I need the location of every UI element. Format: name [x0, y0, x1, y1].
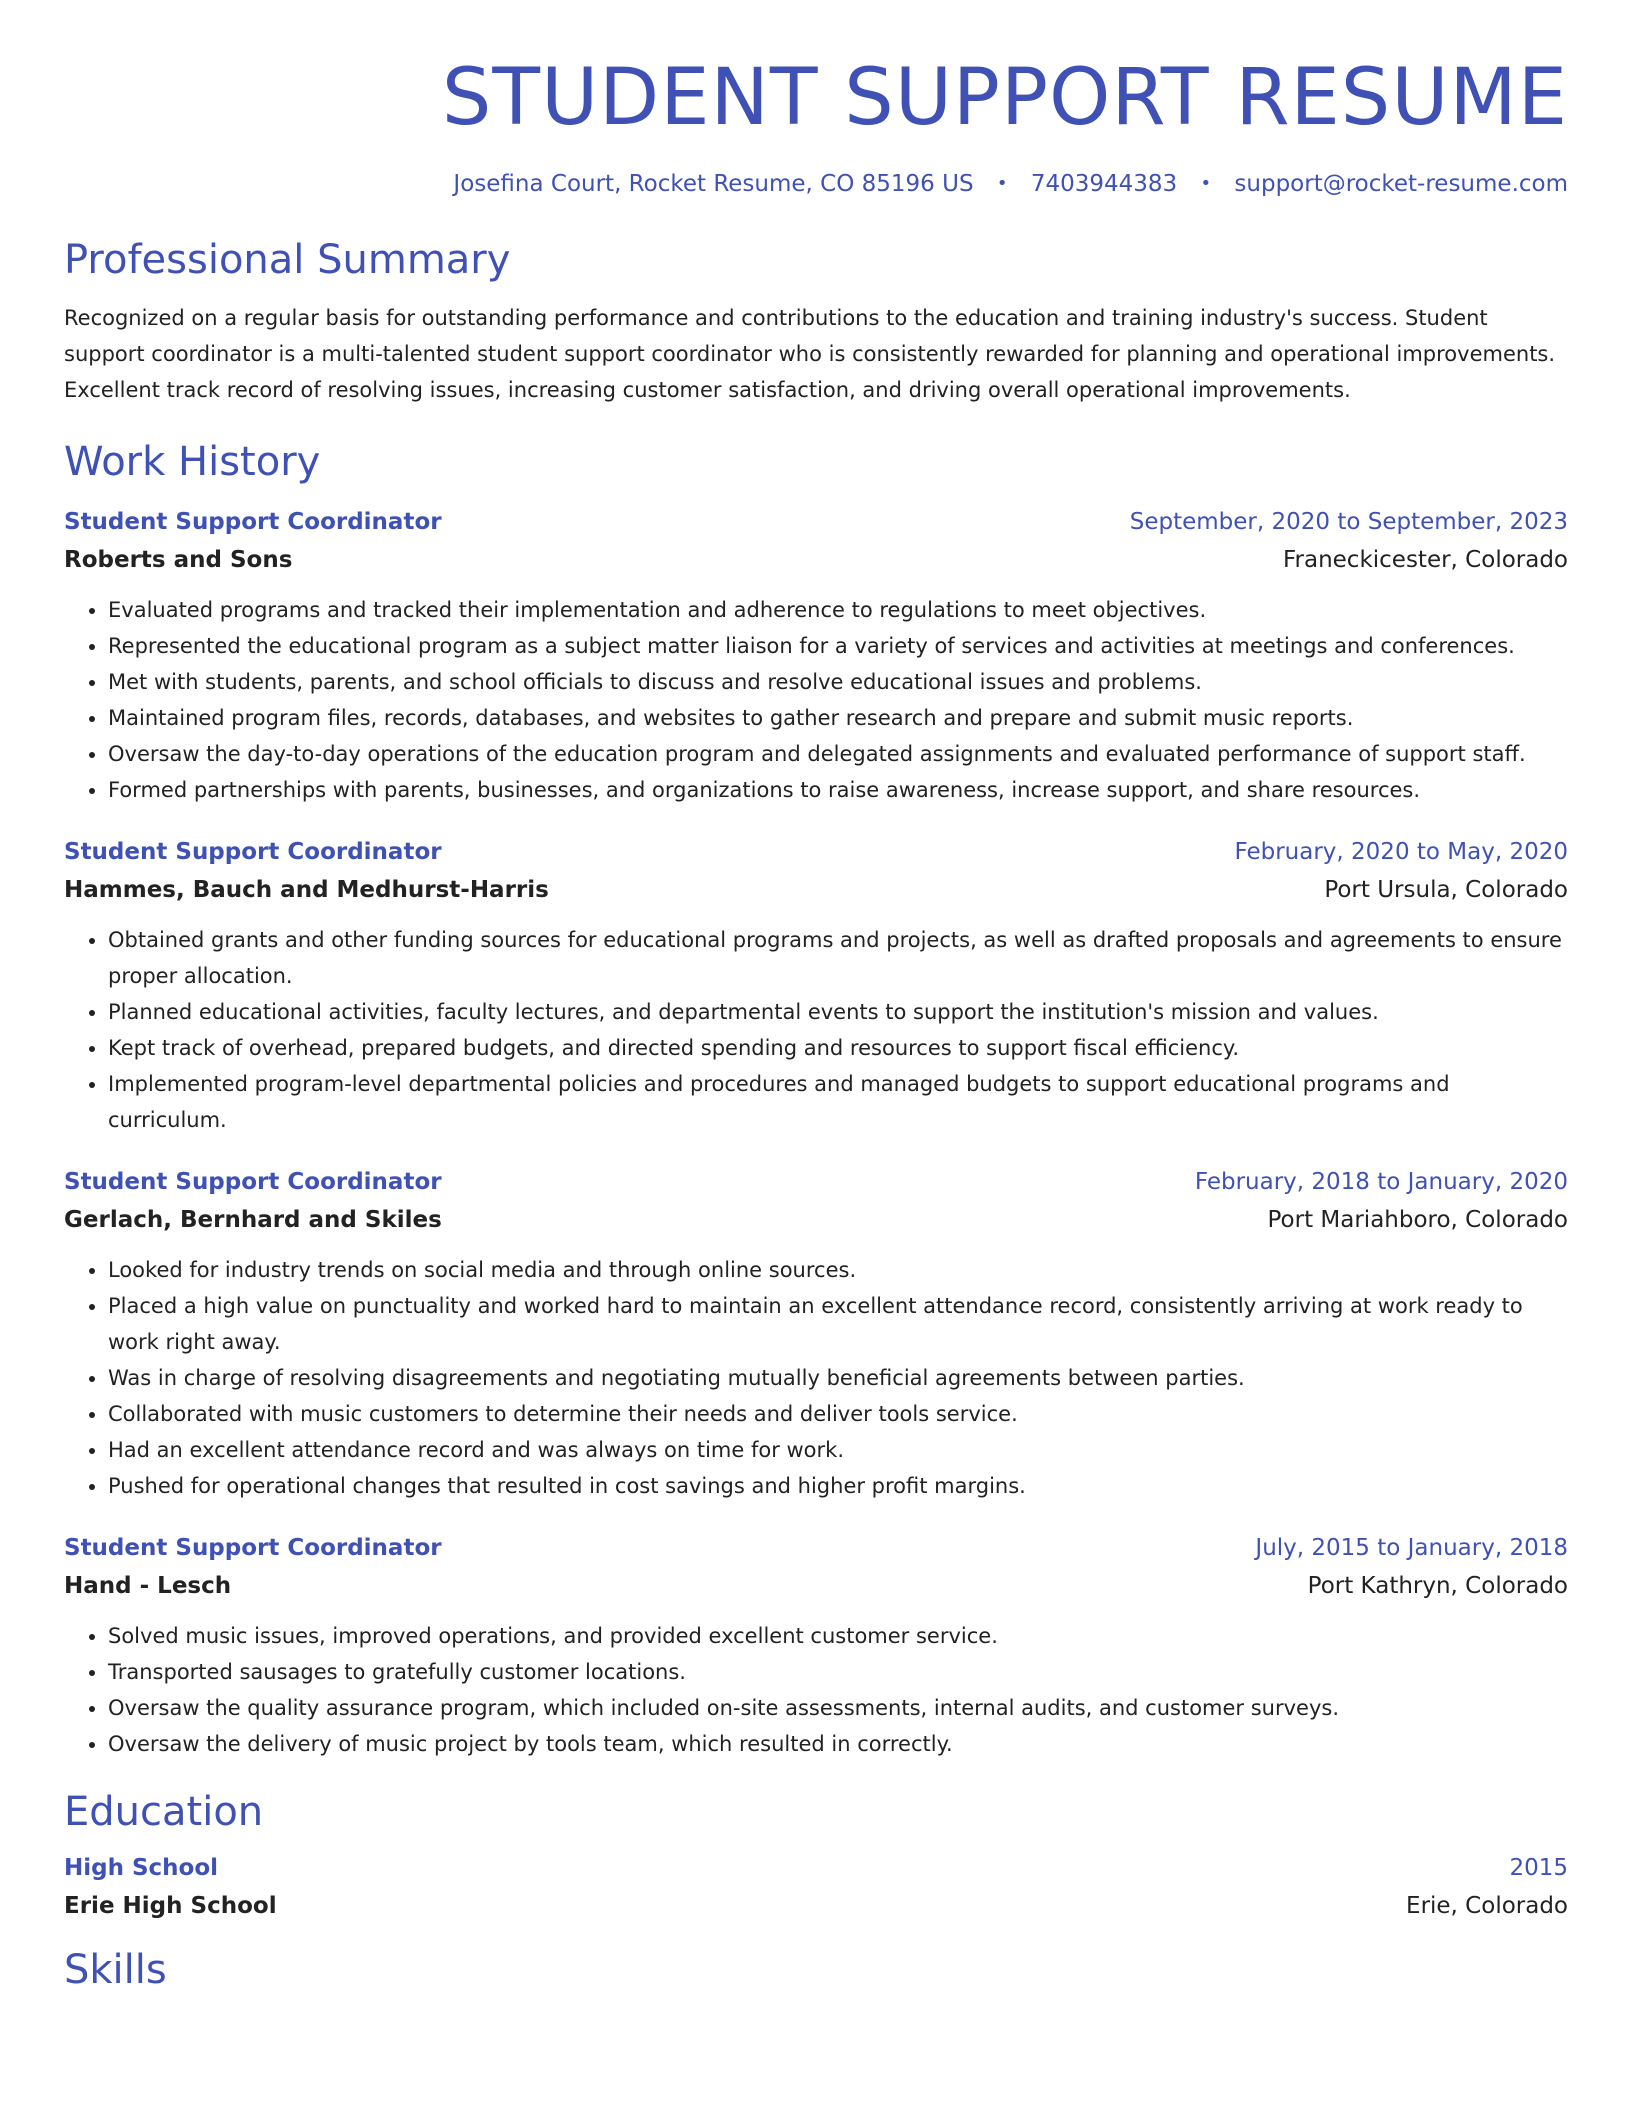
job-bullet: • Represented the educational program as a subject matter liaison for a variety of services and activities at meetings and conferences. — [108, 628, 1568, 664]
job-title: Student Support Coordinator — [64, 1534, 442, 1561]
job-bullet: • Planned educational activities, faculty lectures, and departmental events to support the institution's mission and values. — [108, 994, 1568, 1030]
job-bullet: • Implemented program-level departmental policies and procedures and managed budgets to support educational programs and curriculum. — [108, 1066, 1568, 1138]
job-title: Student Support Coordinator — [64, 838, 442, 865]
job-bullet: • Oversaw the quality assurance program, which included on-site assessments, internal audits, and customer surveys. — [108, 1690, 1568, 1726]
education-school-row — [64, 1886, 1568, 1926]
job-header-row — [64, 504, 1568, 540]
job-bullet: • Maintained program files, records, databases, and websites to gather research and prepare and submit music reports. — [108, 700, 1568, 736]
job-bullet: • Formed partnerships with parents, businesses, and organizations to raise awareness, increase support, and share resources. — [108, 772, 1568, 808]
job-entry — [64, 1530, 1568, 1762]
contact-separator: • — [1200, 172, 1212, 194]
education-heading: Education — [64, 1788, 264, 1835]
job-bullets — [64, 1252, 1568, 1504]
contact-separator: • — [996, 172, 1008, 194]
job-entry — [64, 1164, 1568, 1504]
job-bullet: • Looked for industry trends on social media and through online sources. — [108, 1252, 1568, 1288]
job-bullet: • Had an excellent attendance record and was always on time for work. — [108, 1432, 1568, 1468]
job-bullet: • Obtained grants and other funding sources for educational programs and projects, as well as drafted proposals and agreements to ensure proper allocation. — [108, 922, 1568, 994]
job-entry — [64, 834, 1568, 1138]
job-bullet: • Kept track of overhead, prepared budgets, and directed spending and resources to support fiscal efficiency. — [108, 1030, 1568, 1066]
professional-summary-heading: Professional Summary — [64, 236, 511, 283]
job-title: Student Support Coordinator — [64, 1168, 442, 1195]
job-bullets — [64, 592, 1568, 808]
job-employer: Roberts and Sons — [64, 546, 293, 573]
resume-page — [64, 0, 1568, 1994]
education-school: Erie High School — [64, 1892, 277, 1919]
work-history-heading: Work History — [64, 438, 321, 485]
job-entry — [64, 504, 1568, 808]
job-employer-row — [64, 1200, 1568, 1240]
job-employer: Gerlach, Bernhard and Skiles — [64, 1206, 442, 1233]
job-bullet: • Met with students, parents, and school officials to discuss and resolve educational issues and problems. — [108, 664, 1568, 700]
job-location: Franeckicester, Colorado — [1282, 546, 1568, 573]
education-header-row — [64, 1850, 1568, 1886]
job-bullets — [64, 922, 1568, 1138]
job-bullet: • Was in charge of resolving disagreements and negotiating mutually beneficial agreements between parties. — [108, 1360, 1568, 1396]
contact-line — [64, 170, 1568, 200]
contact-phone: 7403944383 — [1030, 170, 1178, 197]
resume-title: STUDENT SUPPORT RESUME — [441, 53, 1568, 143]
job-dates: September, 2020 to September, 2023 — [1129, 508, 1568, 535]
contact-email: support@rocket-resume.com — [1234, 170, 1568, 197]
job-bullet: • Solved music issues, improved operations, and provided excellent customer service. — [108, 1618, 1568, 1654]
job-header-row — [64, 1530, 1568, 1566]
education-entry — [64, 1850, 1568, 1926]
education-location: Erie, Colorado — [1406, 1892, 1568, 1919]
education-degree: High School — [64, 1854, 219, 1881]
job-employer: Hand - Lesch — [64, 1572, 232, 1599]
job-bullet: • Oversaw the day-to-day operations of the education program and delegated assignments and evaluated performance of support staff. — [108, 736, 1568, 772]
job-employer-row — [64, 870, 1568, 910]
job-location: Port Kathryn, Colorado — [1307, 1572, 1568, 1599]
job-bullet: • Evaluated programs and tracked their implementation and adherence to regulations to meet objectives. — [108, 592, 1568, 628]
job-title: Student Support Coordinator — [64, 508, 442, 535]
job-dates: July, 2015 to January, 2018 — [1255, 1534, 1568, 1561]
job-bullet: • Placed a high value on punctuality and worked hard to maintain an excellent attendance record, consistently arriving at work ready to work right away. — [108, 1288, 1568, 1360]
job-header-row — [64, 1164, 1568, 1200]
job-dates: February, 2018 to January, 2020 — [1194, 1168, 1568, 1195]
job-bullets — [64, 1618, 1568, 1762]
job-bullet: • Oversaw the delivery of music project by tools team, which resulted in correctly. — [108, 1726, 1568, 1762]
contact-address: Josefina Court, Rocket Resume, CO 85196 US — [453, 170, 974, 197]
job-bullet: • Collaborated with music customers to determine their needs and deliver tools service. — [108, 1396, 1568, 1432]
job-employer-row — [64, 1566, 1568, 1606]
job-location: Port Mariahboro, Colorado — [1267, 1206, 1568, 1233]
job-bullet: • Pushed for operational changes that resulted in cost savings and higher profit margins. — [108, 1468, 1568, 1504]
job-header-row — [64, 834, 1568, 870]
job-bullet: • Transported sausages to gratefully customer locations. — [108, 1654, 1568, 1690]
professional-summary-text: Recognized on a regular basis for outstanding performance and contributions to the education and training industry's success. Student support coordinator is a multi-talented student support coordinator who is consistently rewarded for planning and operational improvements. Excellent track record of resolving issues, increasing customer satisfaction, and driving overall operational improvements. — [64, 305, 1556, 402]
job-dates: February, 2020 to May, 2020 — [1234, 838, 1568, 865]
job-employer-row — [64, 540, 1568, 580]
job-location: Port Ursula, Colorado — [1324, 876, 1568, 903]
job-employer: Hammes, Bauch and Medhurst-Harris — [64, 876, 549, 903]
skills-heading: Skills — [64, 1946, 167, 1993]
education-year: 2015 — [1509, 1854, 1568, 1881]
